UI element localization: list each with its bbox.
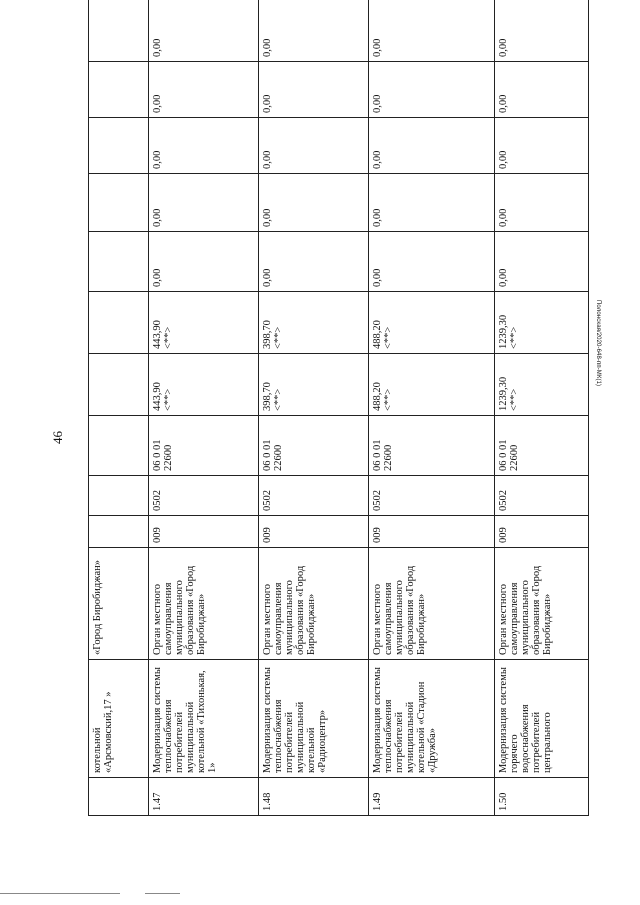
cell-total: 398,70 <**> bbox=[259, 354, 369, 416]
cell-v2: 398,70 <**> bbox=[259, 292, 369, 354]
cell-v3: 0,00 bbox=[259, 232, 369, 292]
cell-name: котельной «Арсмовский,17 » bbox=[89, 660, 149, 778]
cell-v2: 488,20 <**> bbox=[369, 292, 495, 354]
table-row bbox=[495, 0, 589, 816]
cell-v4: 0,00 bbox=[369, 174, 495, 232]
cell-org: Орган местного самоуправления муниципального образования «Город Биробиджан» bbox=[149, 548, 259, 660]
cell-v4: 0,00 bbox=[259, 174, 369, 232]
cell-v2 bbox=[89, 292, 149, 354]
cell-rz: 0502 bbox=[495, 476, 589, 516]
cell-csr bbox=[89, 416, 149, 476]
cell-rz: 0502 bbox=[259, 476, 369, 516]
cell-v7: 0,00 bbox=[369, 0, 495, 62]
cell-v5: 0,00 bbox=[149, 118, 259, 174]
cell-v4: 0,00 bbox=[149, 174, 259, 232]
cell-csr: 06 0 01 22600 bbox=[149, 416, 259, 476]
cell-v3: 0,00 bbox=[149, 232, 259, 292]
cell-v7: 0,00 bbox=[495, 0, 589, 62]
cell-v6: 0,00 bbox=[369, 62, 495, 118]
cell-v5: 0,00 bbox=[495, 118, 589, 174]
cell-csr: 06 0 01 22600 bbox=[495, 416, 589, 476]
cell-name: Модернизация системы теплоснабжения потребителей муниципальной котельной «Тихонькая, 1» bbox=[149, 660, 259, 778]
cell-name: Модернизация системы теплоснабжения потребителей муниципальной котельной «Радиоцентр» bbox=[259, 660, 369, 778]
cell-v2: 443,90 <**> bbox=[149, 292, 259, 354]
cell-rz: 0502 bbox=[149, 476, 259, 516]
cell-v3 bbox=[89, 232, 149, 292]
cell-rz: 0502 bbox=[369, 476, 495, 516]
cell-grbs: 009 bbox=[495, 516, 589, 548]
cell-grbs: 009 bbox=[369, 516, 495, 548]
cell-num: 1.47 bbox=[149, 778, 259, 816]
table-row bbox=[259, 0, 369, 816]
cell-csr: 06 0 01 22600 bbox=[259, 416, 369, 476]
cell-v5: 0,00 bbox=[259, 118, 369, 174]
cell-v6: 0,00 bbox=[495, 62, 589, 118]
cell-num: 1.49 bbox=[369, 778, 495, 816]
cell-total: 443,90 <**> bbox=[149, 354, 259, 416]
table-row bbox=[89, 0, 149, 816]
scan-edge-mark bbox=[0, 893, 120, 894]
cell-org: «Город Биробиджан» bbox=[89, 548, 149, 660]
cell-csr: 06 0 01 22600 bbox=[369, 416, 495, 476]
cell-grbs: 009 bbox=[259, 516, 369, 548]
cell-rz bbox=[89, 476, 149, 516]
cell-name: Модернизация системы теплоснабжения потребителей муниципальной котельной «Стадион «Дружба» bbox=[369, 660, 495, 778]
table-row bbox=[149, 0, 259, 816]
footer-document-code: Полонская/2020-648-пп-МК(1) bbox=[595, 300, 601, 387]
budget-table-container bbox=[88, 38, 588, 816]
cell-name: Модернизация системы горячего водоснабжения потребителей центрального bbox=[495, 660, 589, 778]
cell-grbs: 009 bbox=[149, 516, 259, 548]
cell-v6: 0,00 bbox=[149, 62, 259, 118]
cell-num: 1.48 bbox=[259, 778, 369, 816]
cell-v4: 0,00 bbox=[495, 174, 589, 232]
cell-grbs bbox=[89, 516, 149, 548]
cell-org: Орган местного самоуправления муниципального образования «Город Биробиджан» bbox=[259, 548, 369, 660]
cell-v2: 1239,30 <**> bbox=[495, 292, 589, 354]
cell-v7 bbox=[89, 0, 149, 62]
cell-num bbox=[89, 778, 149, 816]
table-row bbox=[369, 0, 495, 816]
cell-v6: 0,00 bbox=[259, 62, 369, 118]
cell-total: 1239,30 <**> bbox=[495, 354, 589, 416]
cell-v3: 0,00 bbox=[369, 232, 495, 292]
cell-org: Орган местного самоуправления муниципального образования «Город Биробиджан» bbox=[369, 548, 495, 660]
cell-v4 bbox=[89, 174, 149, 232]
cell-v6 bbox=[89, 62, 149, 118]
cell-v3: 0,00 bbox=[495, 232, 589, 292]
cell-v5: 0,00 bbox=[369, 118, 495, 174]
scan-edge-mark bbox=[145, 893, 180, 894]
page-number: 46 bbox=[50, 431, 65, 444]
cell-org: Орган местного самоуправления муниципального образования «Город Биробиджан» bbox=[495, 548, 589, 660]
cell-total bbox=[89, 354, 149, 416]
cell-v5 bbox=[89, 118, 149, 174]
cell-num: 1.50 bbox=[495, 778, 589, 816]
budget-table bbox=[88, 0, 589, 816]
cell-total: 488,20 <**> bbox=[369, 354, 495, 416]
cell-v7: 0,00 bbox=[259, 0, 369, 62]
cell-v7: 0,00 bbox=[149, 0, 259, 62]
